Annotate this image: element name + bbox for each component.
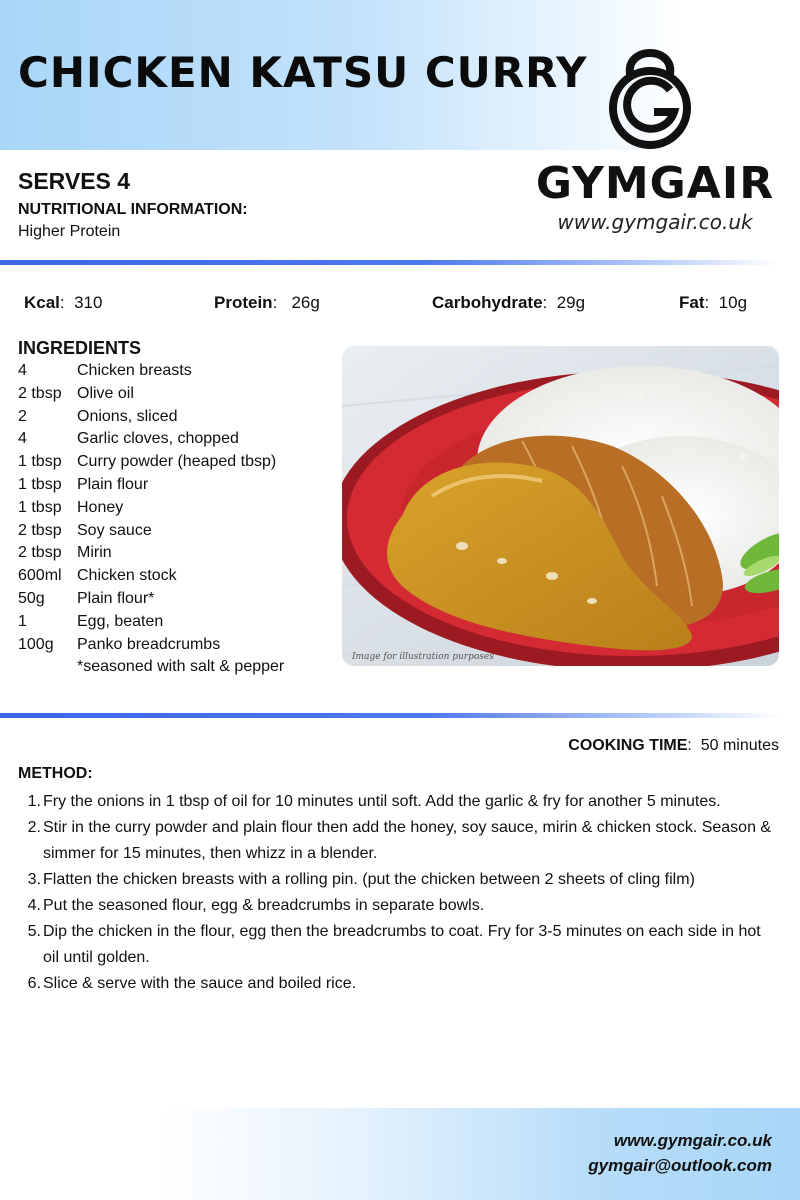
stat-protein: Protein: 26g xyxy=(214,293,320,312)
step-text: Stir in the curry powder and plain flour then add the honey, soy sauce, mirin & chicken stock. Season & simmer for 15 minutes, then whizz in a blender. xyxy=(43,819,772,862)
step-text: Flatten the chicken breasts with a rolling pin. (put the chicken between 2 sheets of cling film) xyxy=(43,871,695,888)
ingredient-item xyxy=(18,497,328,520)
stat-carbohydrate: Carbohydrate: 29g xyxy=(432,293,586,312)
ingredient-item xyxy=(18,428,328,451)
stat-value: 10g xyxy=(718,293,748,312)
ingredient-name: Olive oil xyxy=(77,384,134,402)
ingredient-name: Panko breadcrumbs xyxy=(77,635,221,653)
ingredient-name: Chicken breasts xyxy=(77,362,192,379)
method-step xyxy=(18,789,780,815)
ingredient-qty: 100g xyxy=(18,635,54,653)
ingredient-qty: 1 tbsp xyxy=(18,498,62,516)
stat-label: Kcal xyxy=(24,293,60,312)
brand-name: GYMGAIR xyxy=(535,158,775,209)
ingredient-qty: 1 tbsp xyxy=(18,453,62,471)
step-text: Slice & serve with the sauce and boiled rice. xyxy=(43,975,357,992)
method-list xyxy=(18,789,780,997)
ingredient-qty: 4 xyxy=(18,430,27,448)
stat-kcal: Kcal: 310 xyxy=(24,293,103,312)
stat-value: 29g xyxy=(556,293,586,312)
method-step xyxy=(18,893,780,919)
method-step xyxy=(18,867,780,893)
footer-band xyxy=(0,1108,800,1200)
serves-label: SERVES 4 xyxy=(18,168,131,194)
ingredient-item xyxy=(18,565,328,588)
ingredients-title: INGREDIENTS xyxy=(18,338,142,358)
step-text: Fry the onions in 1 tbsp of oil for 10 minutes until soft. Add the garlic & fry for another 5 minutes. xyxy=(43,793,721,810)
stat-value: 310 xyxy=(74,293,103,312)
step-text: Put the seasoned flour, egg & breadcrumbs in separate bowls. xyxy=(43,897,485,914)
gymgair-logo xyxy=(520,40,790,240)
dish-photo xyxy=(342,346,779,666)
ingredient-item xyxy=(18,588,328,611)
recipe-title: CHICKEN KATSU CURRY xyxy=(18,48,588,97)
ingredient-item xyxy=(18,634,328,657)
method-step xyxy=(18,919,780,971)
footer-website[interactable]: www.gymgair.co.uk xyxy=(613,1131,772,1150)
method-step xyxy=(18,815,780,867)
ingredient-qty: 1 xyxy=(18,612,27,630)
step-number: 3. xyxy=(27,871,41,888)
method-title: METHOD: xyxy=(18,765,93,782)
cooking-time-label: COOKING TIME xyxy=(568,737,688,754)
ingredient-name: Mirin xyxy=(77,544,112,562)
ingredient-qty: 2 tbsp xyxy=(18,384,62,402)
ingredient-qty: 4 xyxy=(18,362,27,379)
ingredient-name: Plain flour xyxy=(77,475,149,493)
cooking-time: COOKING TIME: 50 minutes xyxy=(568,737,779,754)
cooking-time-value: 50 minutes xyxy=(700,737,779,754)
ingredient-name: Curry powder (heaped tbsp) xyxy=(77,453,277,471)
ingredient-name: Chicken stock xyxy=(77,567,177,585)
stat-value: 26g xyxy=(291,293,320,312)
step-number: 5. xyxy=(27,923,41,940)
ingredient-item xyxy=(18,360,328,383)
step-number: 6. xyxy=(27,975,41,992)
stat-label: Carbohydrate xyxy=(432,293,543,312)
method-step xyxy=(18,971,780,997)
stat-label: Fat xyxy=(679,293,705,312)
ingredient-item xyxy=(18,542,328,565)
ingredient-name: Egg, beaten xyxy=(77,612,164,630)
ingredient-item xyxy=(18,406,328,429)
ingredient-qty: 50g xyxy=(18,589,45,607)
step-number: 2. xyxy=(27,819,41,836)
nutrition-label: NUTRITIONAL INFORMATION: xyxy=(18,201,248,218)
ingredient-item xyxy=(18,474,328,497)
brand-url: www.gymgair.co.uk xyxy=(557,210,753,234)
step-number: 4. xyxy=(27,897,41,914)
ingredient-qty: 600ml xyxy=(18,567,62,585)
divider-middle xyxy=(0,713,780,718)
ingredient-item xyxy=(18,520,328,543)
dish-illustration xyxy=(342,346,779,666)
ingredient-qty: 2 tbsp xyxy=(18,521,62,539)
ingredient-qty: 2 xyxy=(18,407,27,425)
step-text: Dip the chicken in the flour, egg then the breadcrumbs to coat. Fry for 3-5 minutes on each side in hot oil until golden. xyxy=(43,923,761,966)
footer-email[interactable]: gymgair@outlook.com xyxy=(588,1156,772,1175)
ingredient-item xyxy=(18,383,328,406)
ingredient-name: Plain flour* xyxy=(77,589,155,607)
ingredients-note: *seasoned with salt & pepper xyxy=(77,658,285,676)
ingredient-name: Soy sauce xyxy=(77,521,152,539)
ingredient-item xyxy=(18,611,328,634)
ingredient-name: Onions, sliced xyxy=(77,407,178,425)
nutrition-value: Higher Protein xyxy=(18,223,121,240)
step-number: 1. xyxy=(27,793,41,810)
divider-top xyxy=(0,260,780,265)
kettlebell-g-icon xyxy=(604,40,696,150)
stat-label: Protein xyxy=(214,293,273,312)
ingredient-name: Honey xyxy=(77,498,124,516)
photo-caption: Image for illustration purposes xyxy=(352,652,494,662)
ingredient-qty: 2 tbsp xyxy=(18,544,62,562)
ingredient-qty: 1 tbsp xyxy=(18,475,62,493)
ingredient-name: Garlic cloves, chopped xyxy=(77,430,239,448)
ingredients-list xyxy=(18,360,328,679)
stat-fat: Fat: 10g xyxy=(679,293,748,312)
ingredient-item xyxy=(18,451,328,474)
